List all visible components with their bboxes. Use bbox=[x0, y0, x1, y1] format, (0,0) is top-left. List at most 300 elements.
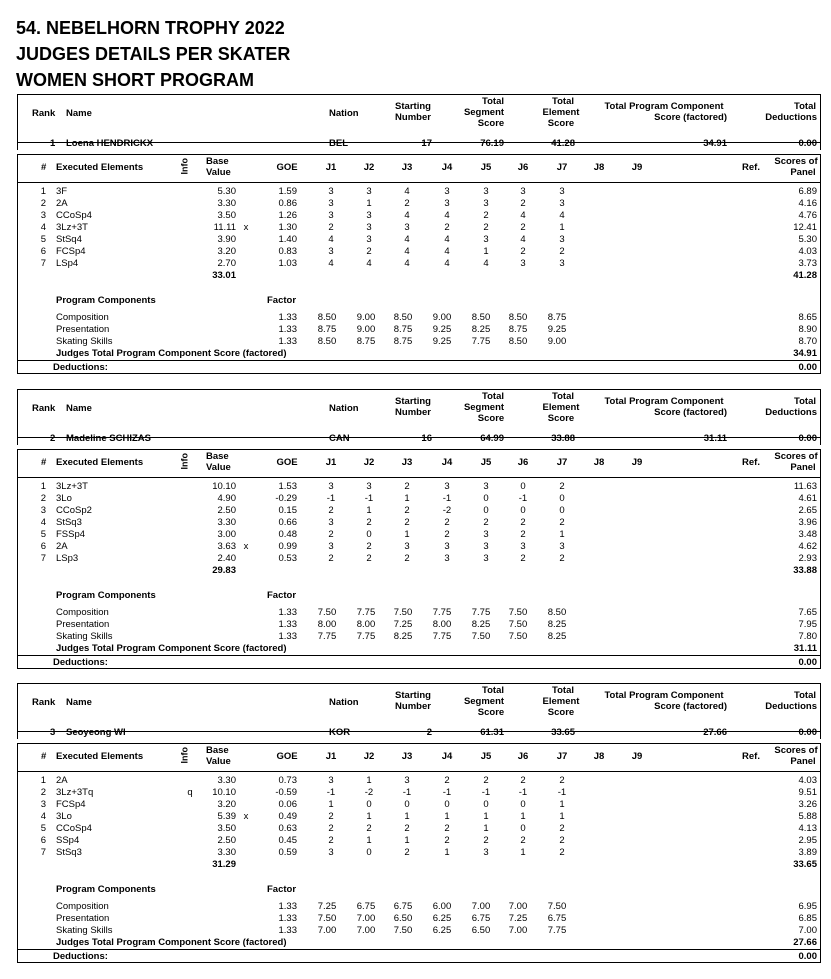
element-base-value: 3.30 bbox=[217, 775, 236, 786]
ded-label-1: Total bbox=[794, 396, 816, 407]
number-label: Number bbox=[395, 112, 431, 123]
judge-2-component-mark: 7.75 bbox=[356, 607, 376, 618]
judge-5-label: J5 bbox=[480, 751, 492, 762]
judge-1-goe: 2 bbox=[328, 823, 334, 834]
tpc-label-1: Total Program Component bbox=[604, 396, 724, 407]
judge-4-goe: 3 bbox=[444, 481, 450, 492]
tes-label-2: Element bbox=[542, 402, 580, 413]
element-number: 2 bbox=[40, 493, 46, 504]
deductions-total: 0.00 bbox=[798, 951, 817, 962]
nation-label: Nation bbox=[329, 697, 359, 708]
judge-1-goe: 2 bbox=[328, 835, 334, 846]
element-code: CCoSp2 bbox=[56, 505, 92, 516]
judge-6-component-mark: 8.75 bbox=[508, 324, 528, 335]
judge-2-goe: 2 bbox=[366, 823, 372, 834]
component-factor: 1.33 bbox=[278, 607, 297, 618]
element-score-total: 41.28 bbox=[793, 270, 817, 281]
component-score: 7.65 bbox=[798, 607, 817, 618]
judge-4-goe: 2 bbox=[444, 222, 450, 233]
judge-4-goe: 3 bbox=[444, 198, 450, 209]
judges-total-pcs-label: Judges Total Program Component Score (factored) bbox=[56, 937, 287, 948]
tpc-label-2: Score (factored) bbox=[654, 701, 727, 712]
value-label: Value bbox=[206, 462, 231, 473]
judge-4-goe: 4 bbox=[444, 234, 450, 245]
element-code: 3Lz+3T bbox=[56, 481, 88, 492]
judge-3-goe: 3 bbox=[404, 775, 410, 786]
element-code: FCSp4 bbox=[56, 799, 86, 810]
judge-1-component-mark: 7.50 bbox=[317, 607, 337, 618]
element-score-total: 33.65 bbox=[793, 859, 817, 870]
tss-label-3: Score bbox=[477, 707, 505, 718]
program-components-label: Program Components bbox=[56, 295, 156, 306]
judge-3-goe: 1 bbox=[404, 493, 410, 504]
tss-label-1: Total bbox=[482, 685, 504, 696]
judge-3-component-mark: 6.50 bbox=[393, 913, 413, 924]
base-label: Base bbox=[206, 156, 229, 167]
deductions-label: Deductions: bbox=[53, 657, 108, 668]
judge-1-goe: 3 bbox=[328, 198, 334, 209]
judge-2-component-mark: 6.75 bbox=[356, 901, 376, 912]
element-code: 3Lo bbox=[56, 493, 72, 504]
deductions-label: Deductions: bbox=[53, 362, 108, 373]
judge-6-goe: -1 bbox=[518, 787, 528, 798]
number-label: Number bbox=[395, 407, 431, 418]
element-number: 4 bbox=[40, 517, 46, 528]
judge-7-component-mark: 9.00 bbox=[547, 336, 567, 347]
tes-label-3: Score bbox=[547, 118, 575, 129]
element-score: 5.30 bbox=[798, 234, 817, 245]
element-number: 5 bbox=[40, 823, 46, 834]
judge-1-label: J1 bbox=[325, 162, 337, 173]
element-goe: 1.40 bbox=[278, 234, 297, 245]
element-score: 11.63 bbox=[793, 481, 817, 492]
element-number: 2 bbox=[40, 787, 46, 798]
total-element-score: 33.65 bbox=[551, 727, 575, 738]
judge-5-goe: 0 bbox=[483, 505, 489, 516]
judge-5-goe: 1 bbox=[483, 246, 489, 257]
element-score: 4.16 bbox=[798, 198, 817, 209]
judge-6-goe: -1 bbox=[518, 493, 528, 504]
element-goe: 0.59 bbox=[278, 847, 297, 858]
element-code: CCoSp4 bbox=[56, 210, 92, 221]
tss-label-2: Segment bbox=[463, 107, 505, 118]
skater-rank: 2 bbox=[50, 433, 56, 444]
judge-9-label: J9 bbox=[631, 457, 643, 468]
judge-2-label: J2 bbox=[363, 162, 375, 173]
element-code: 2A bbox=[56, 775, 68, 786]
judge-3-component-mark: 8.25 bbox=[393, 631, 413, 642]
judge-2-goe: 3 bbox=[366, 234, 372, 245]
tes-label-2: Element bbox=[542, 107, 580, 118]
element-goe: 1.26 bbox=[278, 210, 297, 221]
judge-7-goe: 1 bbox=[559, 799, 565, 810]
judge-5-goe: 2 bbox=[483, 517, 489, 528]
judge-6-goe: 2 bbox=[520, 835, 526, 846]
judge-7-goe: 3 bbox=[559, 198, 565, 209]
component-score: 7.95 bbox=[798, 619, 817, 630]
judge-6-goe: 2 bbox=[520, 529, 526, 540]
name-label: Name bbox=[66, 108, 92, 119]
judge-6-component-mark: 8.50 bbox=[508, 336, 528, 347]
ded-label-1: Total bbox=[794, 690, 816, 701]
element-score: 3.96 bbox=[798, 517, 817, 528]
judge-6-goe: 3 bbox=[520, 541, 526, 552]
judge-1-component-mark: 8.00 bbox=[317, 619, 337, 630]
total-element-score: 33.88 bbox=[551, 433, 575, 444]
judge-3-goe: 2 bbox=[404, 823, 410, 834]
skater-sheet bbox=[17, 94, 821, 376]
component-factor: 1.33 bbox=[278, 913, 297, 924]
judge-3-component-mark: 7.25 bbox=[393, 619, 413, 630]
judge-7-goe: 2 bbox=[559, 823, 565, 834]
element-code: 3F bbox=[56, 186, 68, 197]
element-number: 2 bbox=[40, 198, 46, 209]
element-number: 4 bbox=[40, 222, 46, 233]
judge-5-goe: 3 bbox=[483, 847, 489, 858]
judges-total-pcs-label: Judges Total Program Component Score (factored) bbox=[56, 643, 287, 654]
element-score: 4.62 bbox=[798, 541, 817, 552]
judge-7-goe: 3 bbox=[559, 234, 565, 245]
judge-2-goe: 1 bbox=[366, 811, 372, 822]
component-factor: 1.33 bbox=[278, 336, 297, 347]
judge-1-goe: 3 bbox=[328, 210, 334, 221]
judge-3-goe: 1 bbox=[404, 811, 410, 822]
value-label: Value bbox=[206, 756, 231, 767]
element-score: 2.95 bbox=[798, 835, 817, 846]
judge-6-label: J6 bbox=[517, 162, 529, 173]
judge-3-component-mark: 8.50 bbox=[393, 312, 413, 323]
judge-1-component-mark: 8.50 bbox=[317, 312, 337, 323]
panel-label: Panel bbox=[790, 462, 816, 473]
component-score: 7.80 bbox=[798, 631, 817, 642]
judge-7-component-mark: 9.25 bbox=[547, 324, 567, 335]
skater-rank: 1 bbox=[50, 138, 56, 149]
rank-label: Rank bbox=[32, 108, 56, 119]
judge-2-goe: 0 bbox=[366, 799, 372, 810]
judge-7-goe: 1 bbox=[559, 811, 565, 822]
base-value-total: 33.01 bbox=[212, 270, 236, 281]
tss-label-3: Score bbox=[477, 413, 505, 424]
event-title: 54. NEBELHORN TROPHY 2022 bbox=[16, 18, 285, 38]
judge-3-goe: -1 bbox=[402, 787, 412, 798]
element-number: 5 bbox=[40, 234, 46, 245]
skater-sheet bbox=[17, 389, 821, 671]
skater-nation: BEL bbox=[329, 138, 348, 149]
starting-label: Starting bbox=[395, 101, 431, 112]
component-factor: 1.33 bbox=[278, 324, 297, 335]
judge-2-goe: -1 bbox=[364, 493, 374, 504]
judge-1-goe: 2 bbox=[328, 529, 334, 540]
total-pcs: 27.66 bbox=[703, 727, 727, 738]
judge-4-goe: 2 bbox=[444, 835, 450, 846]
component-score: 8.65 bbox=[798, 312, 817, 323]
judge-7-component-mark: 8.25 bbox=[547, 619, 567, 630]
judge-6-component-mark: 7.50 bbox=[508, 619, 528, 630]
judge-2-goe: -2 bbox=[364, 787, 374, 798]
element-code: FSSp4 bbox=[56, 529, 86, 540]
judge-5-goe: 2 bbox=[483, 222, 489, 233]
judge-4-goe: 3 bbox=[444, 541, 450, 552]
judge-5-component-mark: 7.75 bbox=[471, 336, 491, 347]
judge-4-goe: 3 bbox=[444, 553, 450, 564]
judge-3-goe: 4 bbox=[404, 258, 410, 269]
deductions-box bbox=[17, 360, 821, 374]
total-element-score: 41.28 bbox=[551, 138, 575, 149]
total-deductions: 0.00 bbox=[798, 727, 817, 738]
judge-7-goe: 2 bbox=[559, 847, 565, 858]
judge-5-goe: 0 bbox=[483, 493, 489, 504]
element-goe: -0.29 bbox=[275, 493, 297, 504]
deductions-box bbox=[17, 655, 821, 669]
judge-5-goe: 3 bbox=[483, 198, 489, 209]
info-label: Info bbox=[179, 747, 190, 764]
judge-7-label: J7 bbox=[556, 751, 568, 762]
element-goe: 0.63 bbox=[278, 823, 297, 834]
judge-3-label: J3 bbox=[401, 162, 413, 173]
judge-4-component-mark: 9.25 bbox=[432, 336, 452, 347]
judge-3-goe: 4 bbox=[404, 210, 410, 221]
component-name: Skating Skills bbox=[56, 336, 113, 347]
element-goe: 0.45 bbox=[278, 835, 297, 846]
judge-7-goe: -1 bbox=[557, 787, 567, 798]
judge-2-goe: 1 bbox=[366, 775, 372, 786]
element-score: 3.48 bbox=[798, 529, 817, 540]
total-segment-score: 64.99 bbox=[480, 433, 504, 444]
goe-label: GOE bbox=[276, 457, 298, 468]
judge-4-goe: 2 bbox=[444, 529, 450, 540]
judge-5-goe: 3 bbox=[483, 234, 489, 245]
judge-8-label: J8 bbox=[593, 457, 605, 468]
component-name: Presentation bbox=[56, 324, 110, 335]
judge-7-goe: 3 bbox=[559, 541, 565, 552]
total-pcs: 34.91 bbox=[703, 138, 727, 149]
num-label: # bbox=[41, 162, 47, 173]
tss-label-2: Segment bbox=[463, 402, 505, 413]
judge-4-goe: 1 bbox=[444, 847, 450, 858]
total-segment-score: 76.19 bbox=[480, 138, 504, 149]
element-base-value: 10.10 bbox=[212, 787, 236, 798]
starting-number: 16 bbox=[421, 433, 432, 444]
scores-of-panel-label: Scores of bbox=[774, 451, 818, 462]
tes-label-1: Total bbox=[552, 96, 574, 107]
judge-5-component-mark: 6.75 bbox=[471, 913, 491, 924]
judge-4-goe: 2 bbox=[444, 775, 450, 786]
element-code: 3Lz+3T bbox=[56, 222, 88, 233]
element-base-value: 10.10 bbox=[212, 481, 236, 492]
element-goe: 0.86 bbox=[278, 198, 297, 209]
judge-1-goe: 2 bbox=[328, 553, 334, 564]
component-score: 7.00 bbox=[798, 925, 817, 936]
judge-3-goe: 3 bbox=[404, 222, 410, 233]
judge-3-goe: 0 bbox=[404, 799, 410, 810]
goe-label: GOE bbox=[276, 162, 298, 173]
panel-label: Panel bbox=[790, 756, 816, 767]
judge-1-component-mark: 7.75 bbox=[317, 631, 337, 642]
element-number: 1 bbox=[40, 775, 46, 786]
judge-7-component-mark: 8.75 bbox=[547, 312, 567, 323]
judge-2-goe: 3 bbox=[366, 222, 372, 233]
judge-3-goe: 2 bbox=[404, 847, 410, 858]
judge-6-goe: 4 bbox=[520, 210, 526, 221]
element-score: 4.13 bbox=[798, 823, 817, 834]
component-score: 6.95 bbox=[798, 901, 817, 912]
program-components-label: Program Components bbox=[56, 884, 156, 895]
judge-2-component-mark: 9.00 bbox=[356, 324, 376, 335]
judge-5-goe: 3 bbox=[483, 481, 489, 492]
num-label: # bbox=[41, 457, 47, 468]
judge-5-goe: -1 bbox=[481, 787, 491, 798]
judge-5-goe: 1 bbox=[483, 823, 489, 834]
element-bonus-marker: x bbox=[243, 811, 249, 822]
component-score: 8.70 bbox=[798, 336, 817, 347]
element-goe: 1.59 bbox=[278, 186, 297, 197]
judge-3-goe: 4 bbox=[404, 246, 410, 257]
element-base-value: 3.50 bbox=[217, 823, 236, 834]
judge-8-label: J8 bbox=[593, 751, 605, 762]
judge-5-component-mark: 8.50 bbox=[471, 312, 491, 323]
element-number: 3 bbox=[40, 210, 46, 221]
judge-3-goe: 1 bbox=[404, 529, 410, 540]
element-goe: 0.53 bbox=[278, 553, 297, 564]
judge-2-component-mark: 9.00 bbox=[356, 312, 376, 323]
judge-1-goe: 3 bbox=[328, 246, 334, 257]
judge-7-goe: 2 bbox=[559, 775, 565, 786]
tpc-label-1: Total Program Component bbox=[604, 101, 724, 112]
element-number: 6 bbox=[40, 541, 46, 552]
judge-4-goe: -1 bbox=[442, 787, 452, 798]
judge-4-label: J4 bbox=[441, 457, 453, 468]
judge-5-goe: 3 bbox=[483, 529, 489, 540]
element-code: CCoSp4 bbox=[56, 823, 92, 834]
judges-total-pcs-label: Judges Total Program Component Score (factored) bbox=[56, 348, 287, 359]
element-score: 12.41 bbox=[793, 222, 817, 233]
judge-2-goe: 2 bbox=[366, 553, 372, 564]
element-base-value: 3.00 bbox=[217, 529, 236, 540]
element-score: 2.93 bbox=[798, 553, 817, 564]
judge-1-component-mark: 8.50 bbox=[317, 336, 337, 347]
judge-3-component-mark: 7.50 bbox=[393, 607, 413, 618]
judge-6-goe: 2 bbox=[520, 553, 526, 564]
judge-3-component-mark: 6.75 bbox=[393, 901, 413, 912]
element-base-value: 4.90 bbox=[217, 493, 236, 504]
element-score: 3.89 bbox=[798, 847, 817, 858]
element-score: 4.61 bbox=[798, 493, 817, 504]
judge-2-goe: 4 bbox=[366, 258, 372, 269]
element-goe: 1.53 bbox=[278, 481, 297, 492]
executed-elements-label: Executed Elements bbox=[56, 751, 144, 762]
judge-4-component-mark: 6.25 bbox=[432, 913, 452, 924]
element-number: 3 bbox=[40, 505, 46, 516]
judge-5-goe: 3 bbox=[483, 553, 489, 564]
judge-4-component-mark: 6.25 bbox=[432, 925, 452, 936]
judge-6-component-mark: 7.00 bbox=[508, 925, 528, 936]
judge-7-goe: 0 bbox=[559, 505, 565, 516]
judge-4-component-mark: 8.00 bbox=[432, 619, 452, 630]
judge-6-component-mark: 7.50 bbox=[508, 631, 528, 642]
name-label: Name bbox=[66, 697, 92, 708]
tss-label-1: Total bbox=[482, 391, 504, 402]
judge-4-goe: 4 bbox=[444, 210, 450, 221]
total-deductions: 0.00 bbox=[798, 138, 817, 149]
judge-4-goe: 0 bbox=[444, 799, 450, 810]
segment-title: WOMEN SHORT PROGRAM bbox=[16, 70, 254, 90]
base-label: Base bbox=[206, 451, 229, 462]
tss-label-1: Total bbox=[482, 96, 504, 107]
nation-label: Nation bbox=[329, 108, 359, 119]
element-goe: 1.30 bbox=[278, 222, 297, 233]
element-code: 3Lo bbox=[56, 811, 72, 822]
judge-7-goe: 4 bbox=[559, 210, 565, 221]
skater-nation: CAN bbox=[329, 433, 350, 444]
tpc-label-2: Score (factored) bbox=[654, 407, 727, 418]
judge-5-component-mark: 7.00 bbox=[471, 901, 491, 912]
element-score: 4.76 bbox=[798, 210, 817, 221]
judge-1-goe: 3 bbox=[328, 775, 334, 786]
element-goe: 0.66 bbox=[278, 517, 297, 528]
judge-1-goe: -1 bbox=[326, 787, 336, 798]
judge-1-goe: 3 bbox=[328, 517, 334, 528]
judge-1-label: J1 bbox=[325, 751, 337, 762]
judge-5-component-mark: 6.50 bbox=[471, 925, 491, 936]
judge-1-component-mark: 8.75 bbox=[317, 324, 337, 335]
judge-7-goe: 2 bbox=[559, 553, 565, 564]
element-score: 4.03 bbox=[798, 775, 817, 786]
judge-3-goe: 1 bbox=[404, 835, 410, 846]
scores-of-panel-label: Scores of bbox=[774, 156, 818, 167]
skater-nation: KOR bbox=[329, 727, 351, 738]
tes-label-2: Element bbox=[542, 696, 580, 707]
judge-1-goe: 4 bbox=[328, 258, 334, 269]
judge-2-goe: 0 bbox=[366, 847, 372, 858]
judge-2-component-mark: 7.75 bbox=[356, 631, 376, 642]
tss-label-2: Segment bbox=[463, 696, 505, 707]
element-base-value: 2.40 bbox=[217, 553, 236, 564]
elements-header-rule bbox=[17, 182, 821, 183]
component-name: Presentation bbox=[56, 913, 110, 924]
judge-3-goe: 2 bbox=[404, 198, 410, 209]
judge-3-goe: 2 bbox=[404, 505, 410, 516]
judge-5-label: J5 bbox=[480, 162, 492, 173]
header-rule bbox=[17, 731, 821, 732]
judge-6-goe: 1 bbox=[520, 847, 526, 858]
judge-4-goe: 2 bbox=[444, 823, 450, 834]
deductions-total: 0.00 bbox=[798, 362, 817, 373]
judge-2-goe: 2 bbox=[366, 517, 372, 528]
element-score: 6.89 bbox=[798, 186, 817, 197]
elements-header-rule bbox=[17, 477, 821, 478]
judge-3-goe: 4 bbox=[404, 186, 410, 197]
judge-3-goe: 3 bbox=[404, 541, 410, 552]
element-goe: 0.15 bbox=[278, 505, 297, 516]
judge-6-label: J6 bbox=[517, 751, 529, 762]
element-number: 7 bbox=[40, 258, 46, 269]
element-base-value: 2.70 bbox=[217, 258, 236, 269]
judge-4-component-mark: 7.75 bbox=[432, 607, 452, 618]
element-number: 1 bbox=[40, 186, 46, 197]
factor-label: Factor bbox=[267, 884, 297, 895]
starting-number: 17 bbox=[421, 138, 432, 149]
judge-2-goe: 2 bbox=[366, 541, 372, 552]
judge-3-goe: 2 bbox=[404, 481, 410, 492]
info-label: Info bbox=[179, 453, 190, 470]
factor-label: Factor bbox=[267, 295, 297, 306]
element-code: FCSp4 bbox=[56, 246, 86, 257]
judge-7-goe: 3 bbox=[559, 186, 565, 197]
judge-6-goe: 2 bbox=[520, 222, 526, 233]
component-score: 8.90 bbox=[798, 324, 817, 335]
deductions-label: Deductions: bbox=[53, 951, 108, 962]
factor-label: Factor bbox=[267, 590, 297, 601]
